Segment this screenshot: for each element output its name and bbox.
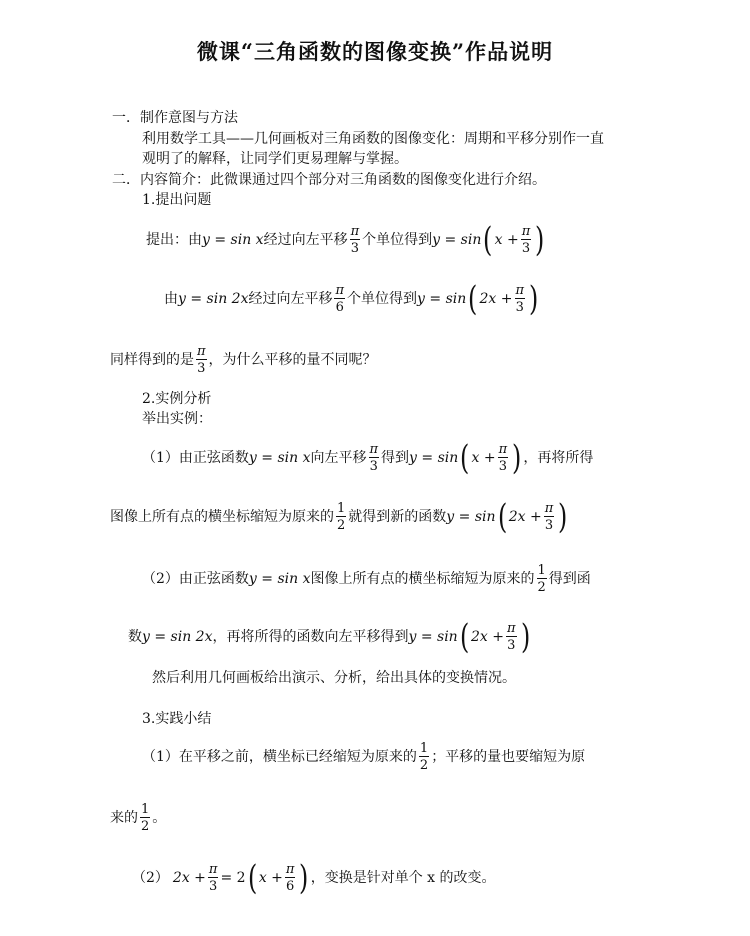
e1b-fraction-num: 1 bbox=[337, 501, 346, 516]
e1-text-d: ，再将所得 bbox=[523, 450, 594, 466]
summary-2-line bbox=[132, 860, 496, 896]
r2-fraction-b-num: π bbox=[285, 862, 295, 877]
e2b-text-a: 数 bbox=[128, 629, 142, 645]
q1-fraction-num: π bbox=[350, 224, 360, 239]
e2-text-b: 图像上所有点的横坐标缩短为原来的 bbox=[310, 571, 535, 587]
r2-left-paren: ( bbox=[247, 858, 257, 898]
e1-text-c: 得到 bbox=[381, 450, 410, 466]
e1b-fraction-b-num: π bbox=[544, 501, 554, 516]
r1-fraction-1-2 bbox=[419, 742, 429, 772]
e1b-fraction-den: 2 bbox=[337, 518, 346, 533]
r2-fraction-pi-3 bbox=[208, 863, 219, 893]
section-2-heading: 二．内容简介：此微课通过四个部分对三角函数的图像变化进行介绍。 bbox=[112, 172, 546, 188]
q2-fraction-den: 6 bbox=[335, 300, 344, 315]
summary-1-line-1 bbox=[142, 740, 585, 774]
e2b-left-paren: ( bbox=[459, 617, 469, 657]
e2-math-y-sinx: y = sin x bbox=[248, 571, 311, 587]
e1-left-paren: ( bbox=[460, 438, 470, 478]
q1-text-c: 个单位得到 bbox=[362, 232, 433, 248]
e1-right-paren: ) bbox=[512, 438, 522, 478]
q2-fraction-pi-6 bbox=[334, 284, 345, 314]
r1-fraction-den: 2 bbox=[419, 758, 429, 773]
r2-math-x-plus: x + bbox=[258, 870, 283, 886]
q2-left-paren: ( bbox=[468, 279, 478, 319]
r2-right-paren: ) bbox=[299, 858, 309, 898]
q2-math-y-sin2x: y = sin 2x bbox=[178, 291, 249, 307]
r1-text-b: ；平移的量也要缩短为原 bbox=[431, 749, 586, 765]
q1-fraction-den: 3 bbox=[350, 241, 359, 256]
e2b-math-2x-plus: 2x + bbox=[470, 629, 504, 645]
e2b-fraction-num: π bbox=[506, 621, 516, 636]
section-1-heading: 一．制作意图与方法 bbox=[112, 110, 238, 126]
question-line-2 bbox=[164, 281, 540, 317]
q3-fraction-pi-3 bbox=[196, 345, 207, 375]
r1b-text-a: 来的 bbox=[110, 810, 138, 826]
q2-text-a: 由 bbox=[164, 291, 178, 307]
r1b-text-b: 。 bbox=[152, 810, 167, 826]
r1-fraction-num: 1 bbox=[419, 741, 429, 756]
question-line-3 bbox=[110, 343, 377, 377]
q1-fraction-b-den: 3 bbox=[521, 241, 531, 256]
q1-fraction-b-num: π bbox=[521, 224, 531, 239]
q2-text-b: 经过向左平移 bbox=[248, 291, 333, 307]
q3-text-a: 同样得到的是 bbox=[110, 352, 194, 368]
q2-fraction-b-den: 3 bbox=[515, 300, 524, 315]
part-1-heading: 1.提出问题 bbox=[142, 192, 212, 208]
e1b-right-paren: ) bbox=[558, 497, 568, 537]
e1b-left-paren: ( bbox=[497, 497, 507, 537]
e1-text-b: 向左平移 bbox=[310, 450, 367, 466]
e2b-math-result: y = sin bbox=[408, 629, 458, 645]
q1-fraction-pi-3b bbox=[521, 225, 532, 255]
e1b-math-2x-plus: 2x + bbox=[508, 509, 542, 525]
r1b-fraction-num: 1 bbox=[141, 802, 150, 817]
part-2-subheading: 举出实例： bbox=[142, 411, 212, 427]
r2-text-b: ，变换是针对单个 x 的改变。 bbox=[310, 870, 496, 886]
q3-text-b: ，为什么平移的量不同呢？ bbox=[208, 352, 377, 368]
example-1-line-2 bbox=[110, 499, 570, 535]
e2b-fraction-pi-3 bbox=[506, 622, 517, 652]
page-title: 微课“三角函数的图像变换”作品说明 bbox=[196, 39, 554, 64]
q2-right-paren: ) bbox=[529, 279, 539, 319]
q1-text-a: 提出：由 bbox=[146, 232, 202, 248]
q2-math-result: y = sin bbox=[417, 291, 467, 307]
q1-text-b: 经过向左平移 bbox=[263, 232, 348, 248]
q2-text-c: 个单位得到 bbox=[347, 291, 418, 307]
e1-math-result: y = sin bbox=[409, 450, 459, 466]
e2-fraction-num: 1 bbox=[537, 563, 546, 578]
section-1-body-line2: 观明了的解释，让同学们更易理解与掌握。 bbox=[142, 151, 408, 167]
q1-right-paren: ) bbox=[535, 220, 545, 260]
e1b-fraction-1-2 bbox=[336, 502, 346, 532]
q1-math-x-plus: x + bbox=[494, 232, 519, 248]
e2-fraction-1-2 bbox=[537, 564, 547, 594]
q1-left-paren: ( bbox=[483, 220, 493, 260]
q1-fraction-pi-3 bbox=[350, 225, 361, 255]
e1-fraction-pi-3b bbox=[498, 443, 509, 473]
q3-fraction-num: π bbox=[197, 344, 206, 359]
e1b-text-b: 就得到新的函数 bbox=[348, 509, 447, 525]
e1-math-y-sinx: y = sin x bbox=[248, 450, 311, 466]
e1b-math-result: y = sin bbox=[446, 509, 496, 525]
question-line-1 bbox=[146, 222, 547, 258]
q1-math-y-sinx: y = sin x bbox=[202, 232, 264, 248]
q2-fraction-pi-3 bbox=[515, 284, 526, 314]
q1-math-result: y = sin bbox=[432, 232, 482, 248]
e2-text-a: （2）由正弦函数 bbox=[142, 571, 249, 587]
e1-fraction-b-den: 3 bbox=[498, 459, 508, 474]
e1-fraction-num: π bbox=[369, 442, 379, 457]
r2-fraction-den: 3 bbox=[209, 879, 218, 894]
example-2-line-1 bbox=[142, 561, 591, 597]
e1b-fraction-pi-3 bbox=[544, 502, 555, 532]
r1b-fraction-1-2 bbox=[140, 803, 150, 833]
e1-fraction-b-num: π bbox=[498, 442, 508, 457]
q3-fraction-den: 3 bbox=[197, 361, 206, 376]
q2-fraction-num: π bbox=[335, 283, 345, 298]
example-1-line-1 bbox=[142, 440, 593, 476]
e1b-text-a: 图像上所有点的横坐标缩短为原来的 bbox=[110, 509, 334, 525]
e1-math-x-plus: x + bbox=[471, 450, 496, 466]
r2-fraction-b-den: 6 bbox=[286, 879, 295, 894]
summary-1-line-2 bbox=[110, 801, 166, 835]
q2-fraction-b-num: π bbox=[515, 283, 525, 298]
r2-fraction-pi-6 bbox=[285, 863, 296, 893]
example-3-text: 然后利用几何画板给出演示、分析，给出具体的变换情况。 bbox=[152, 670, 516, 686]
e1-fraction-den: 3 bbox=[369, 459, 378, 474]
e2b-fraction-den: 3 bbox=[507, 638, 516, 653]
section-1-body-line1: 利用数学工具——几何画板对三角函数的图像变化：周期和平移分别作一直 bbox=[142, 131, 604, 147]
e2-text-c: 得到函 bbox=[548, 571, 591, 587]
r1b-fraction-den: 2 bbox=[141, 819, 150, 834]
r1-text-a: （1）在平移之前，横坐标已经缩短为原来的 bbox=[142, 749, 417, 765]
r2-text-a: （2） bbox=[132, 870, 169, 886]
e1-text-a: （1）由正弦函数 bbox=[142, 450, 249, 466]
e1b-fraction-b-den: 3 bbox=[544, 518, 554, 533]
e2b-text-b: ，再将所得的函数向左平移得到 bbox=[212, 629, 409, 645]
e2b-math-y-sin2x: y = sin 2x bbox=[142, 629, 213, 645]
q2-math-2x-plus: 2x + bbox=[479, 291, 513, 307]
part-2-heading: 2.实例分析 bbox=[142, 391, 212, 407]
e2b-right-paren: ) bbox=[520, 617, 530, 657]
r2-math-2x-plus: 2x + bbox=[172, 870, 206, 886]
example-2-line-2 bbox=[128, 619, 532, 655]
r2-fraction-num: π bbox=[208, 862, 218, 877]
e1-fraction-pi-3 bbox=[369, 443, 380, 473]
e2-fraction-den: 2 bbox=[537, 580, 546, 595]
r2-math-eq2: = 2 bbox=[220, 870, 246, 886]
part-3-heading: 3.实践小结 bbox=[142, 711, 212, 727]
